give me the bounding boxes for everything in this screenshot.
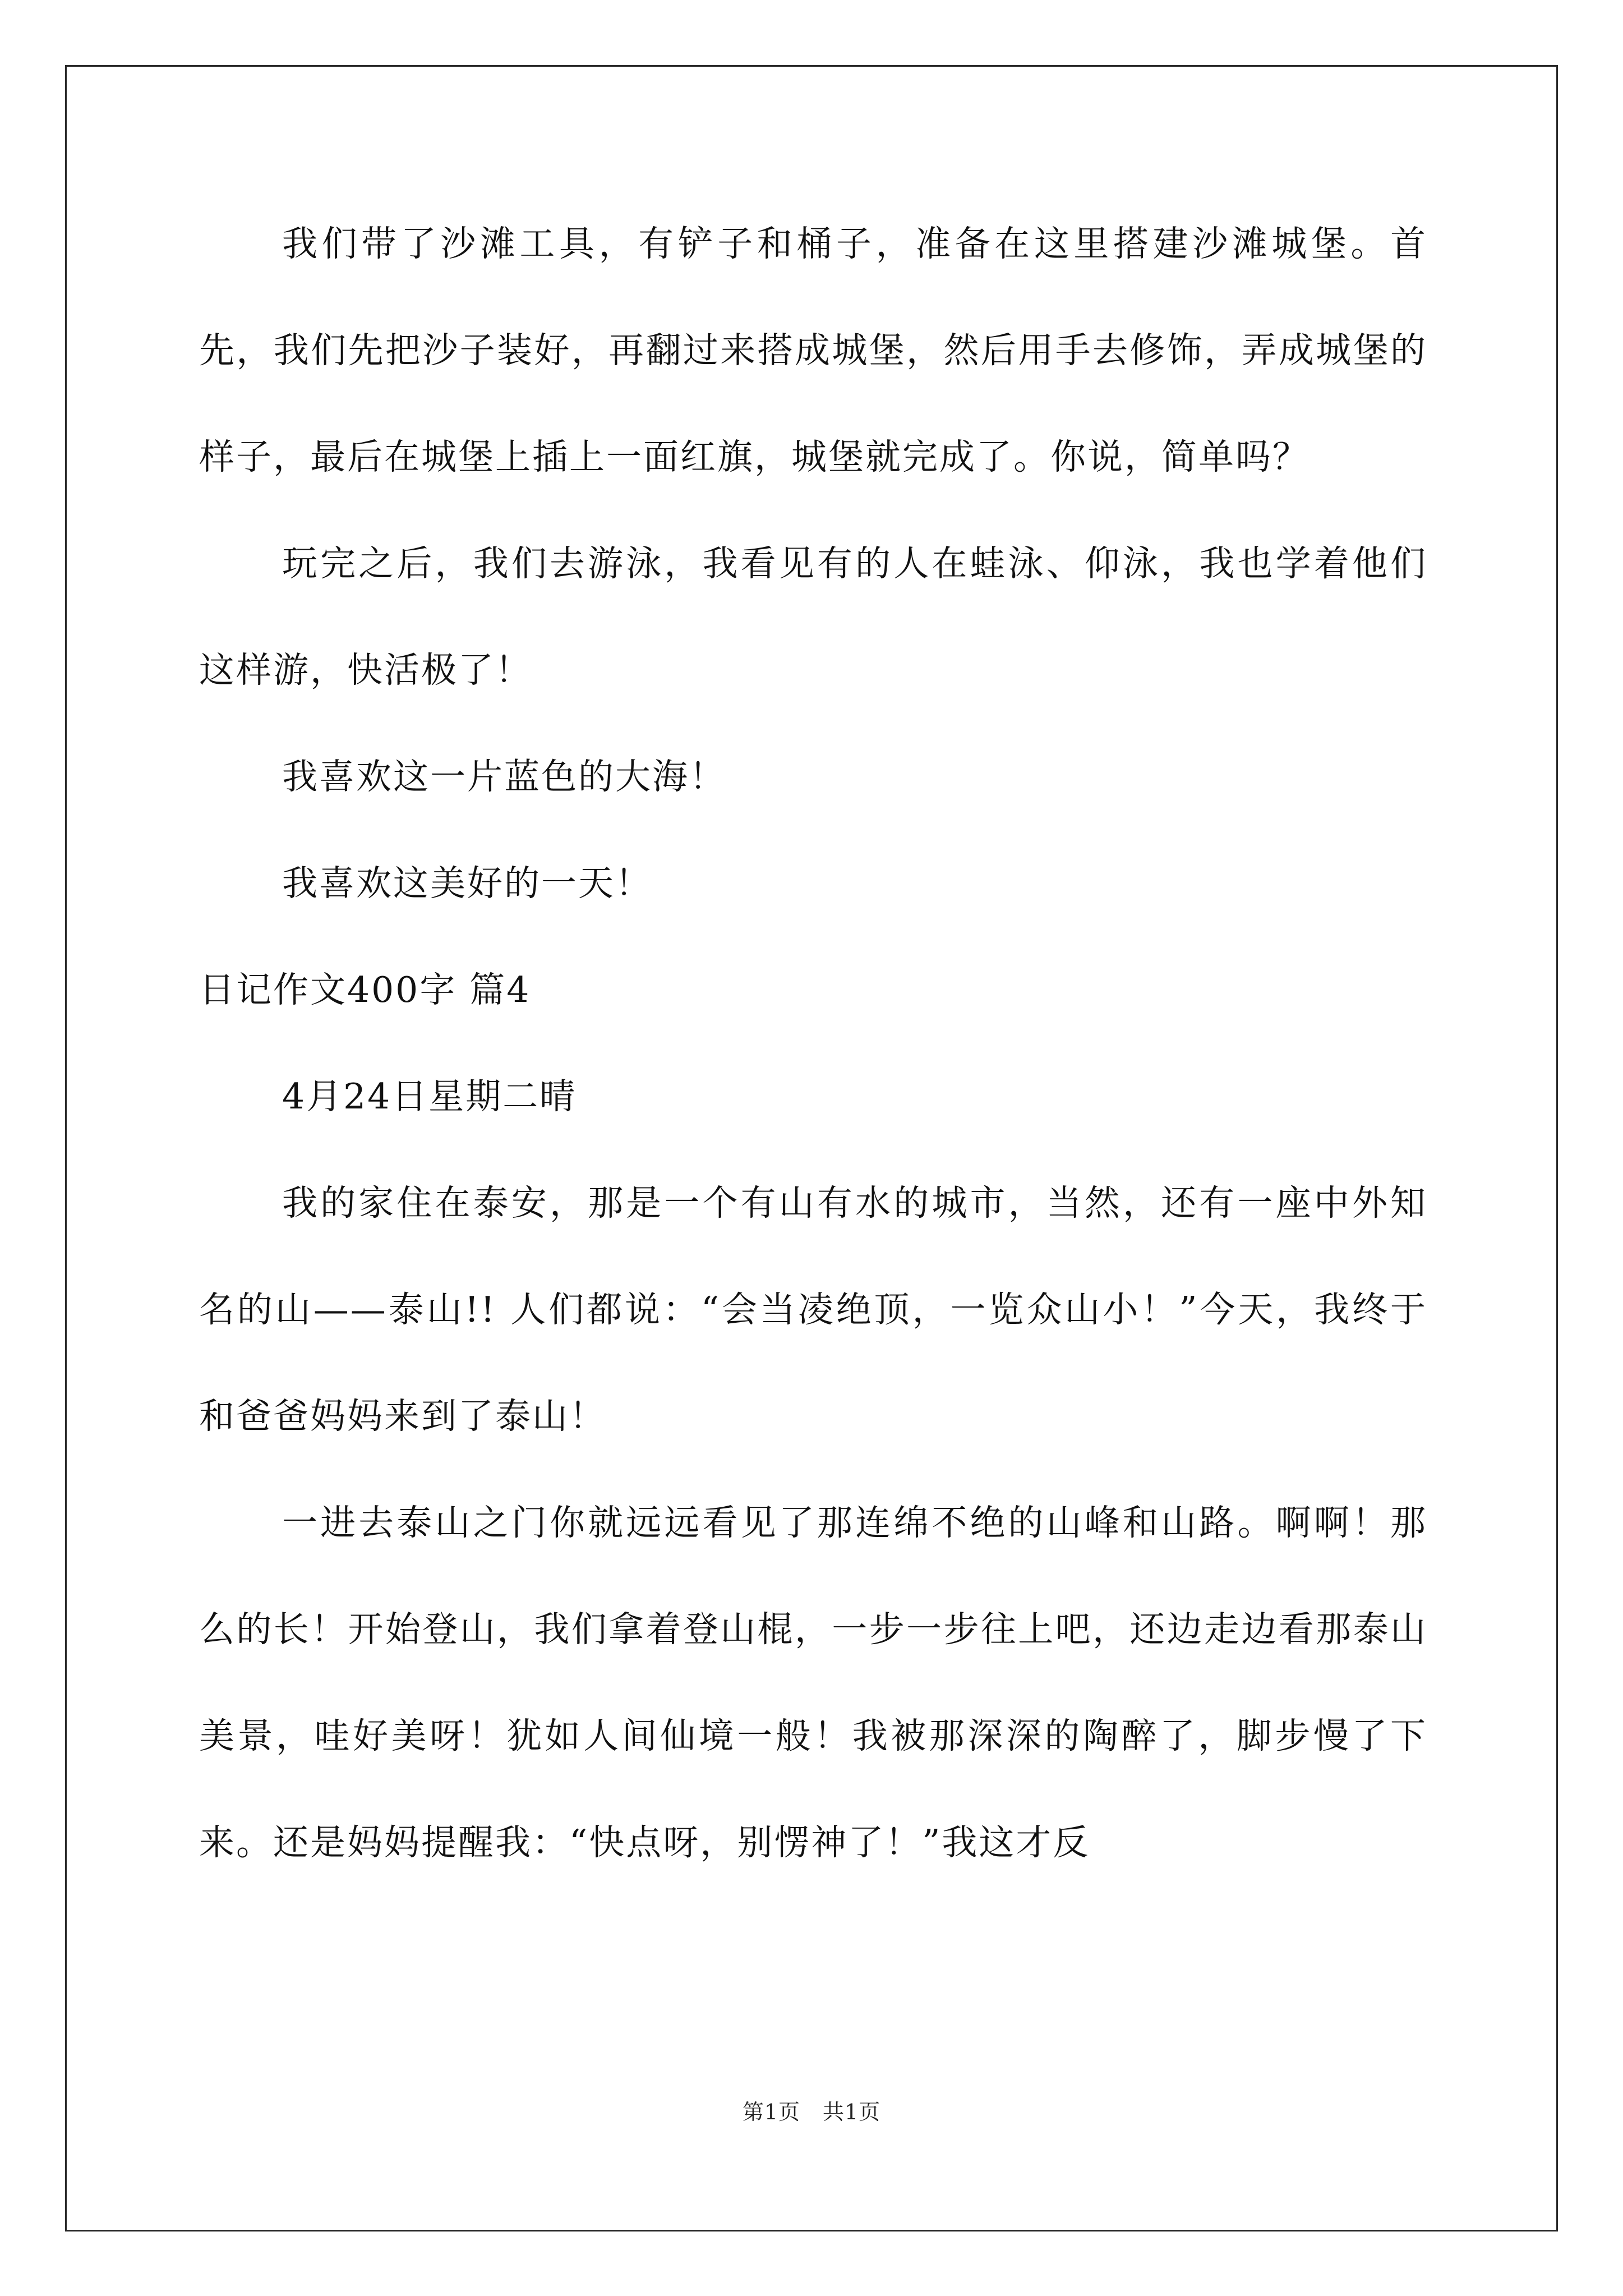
- paragraph-sandcastle: 我们带了沙滩工具，有铲子和桶子，准备在这里搭建沙滩城堡。首先，我们先把沙子装好，再翻过来搭成城堡，然后用手去修饰，弄成城堡的样子，最后在城堡上插上一面红旗，城堡就完成了。你说，简单吗？: [199, 223, 1427, 477]
- page-total: 共1页: [823, 2100, 881, 2124]
- paragraph-date: 4月24日星期二晴: [282, 1076, 577, 1117]
- paragraph-climbing: 一进去泰山之门你就远远看见了那连绵不绝的山峰和山路。啊啊！那么的长！开始登山，我们拿着登山棍，一步一步往上吧，还边走边看那泰山美景，哇好美呀！犹如人间仙境一般！我被那深深的陶醉了，脚步慢了下来。还是妈妈提醒我：“快点呀，别愣神了！”我这才反: [199, 1502, 1427, 1863]
- paragraph-like-day: 我喜欢这美好的一天！: [282, 863, 652, 904]
- paragraph-like-sea: 我喜欢这一片蓝色的大海！: [282, 756, 726, 797]
- paragraph-swimming: 玩完之后，我们去游泳，我看见有的人在蛙泳、仰泳，我也学着他们这样游，快活极了！: [199, 543, 1427, 691]
- paragraph-taishan-intro: 我的家住在泰安，那是一个有山有水的城市，当然，还有一座中外知名的山——泰山!! 人们都说：“会当凌绝顶，一览众山小！”今天，我终于和爸爸妈妈来到了泰山！: [199, 1182, 1427, 1437]
- document-body: [199, 191, 1427, 1896]
- page-footer: [0, 2095, 1623, 2125]
- section-heading: 日记作文400字 篇4: [199, 969, 531, 1010]
- page-number: 第1页: [742, 2100, 800, 2124]
